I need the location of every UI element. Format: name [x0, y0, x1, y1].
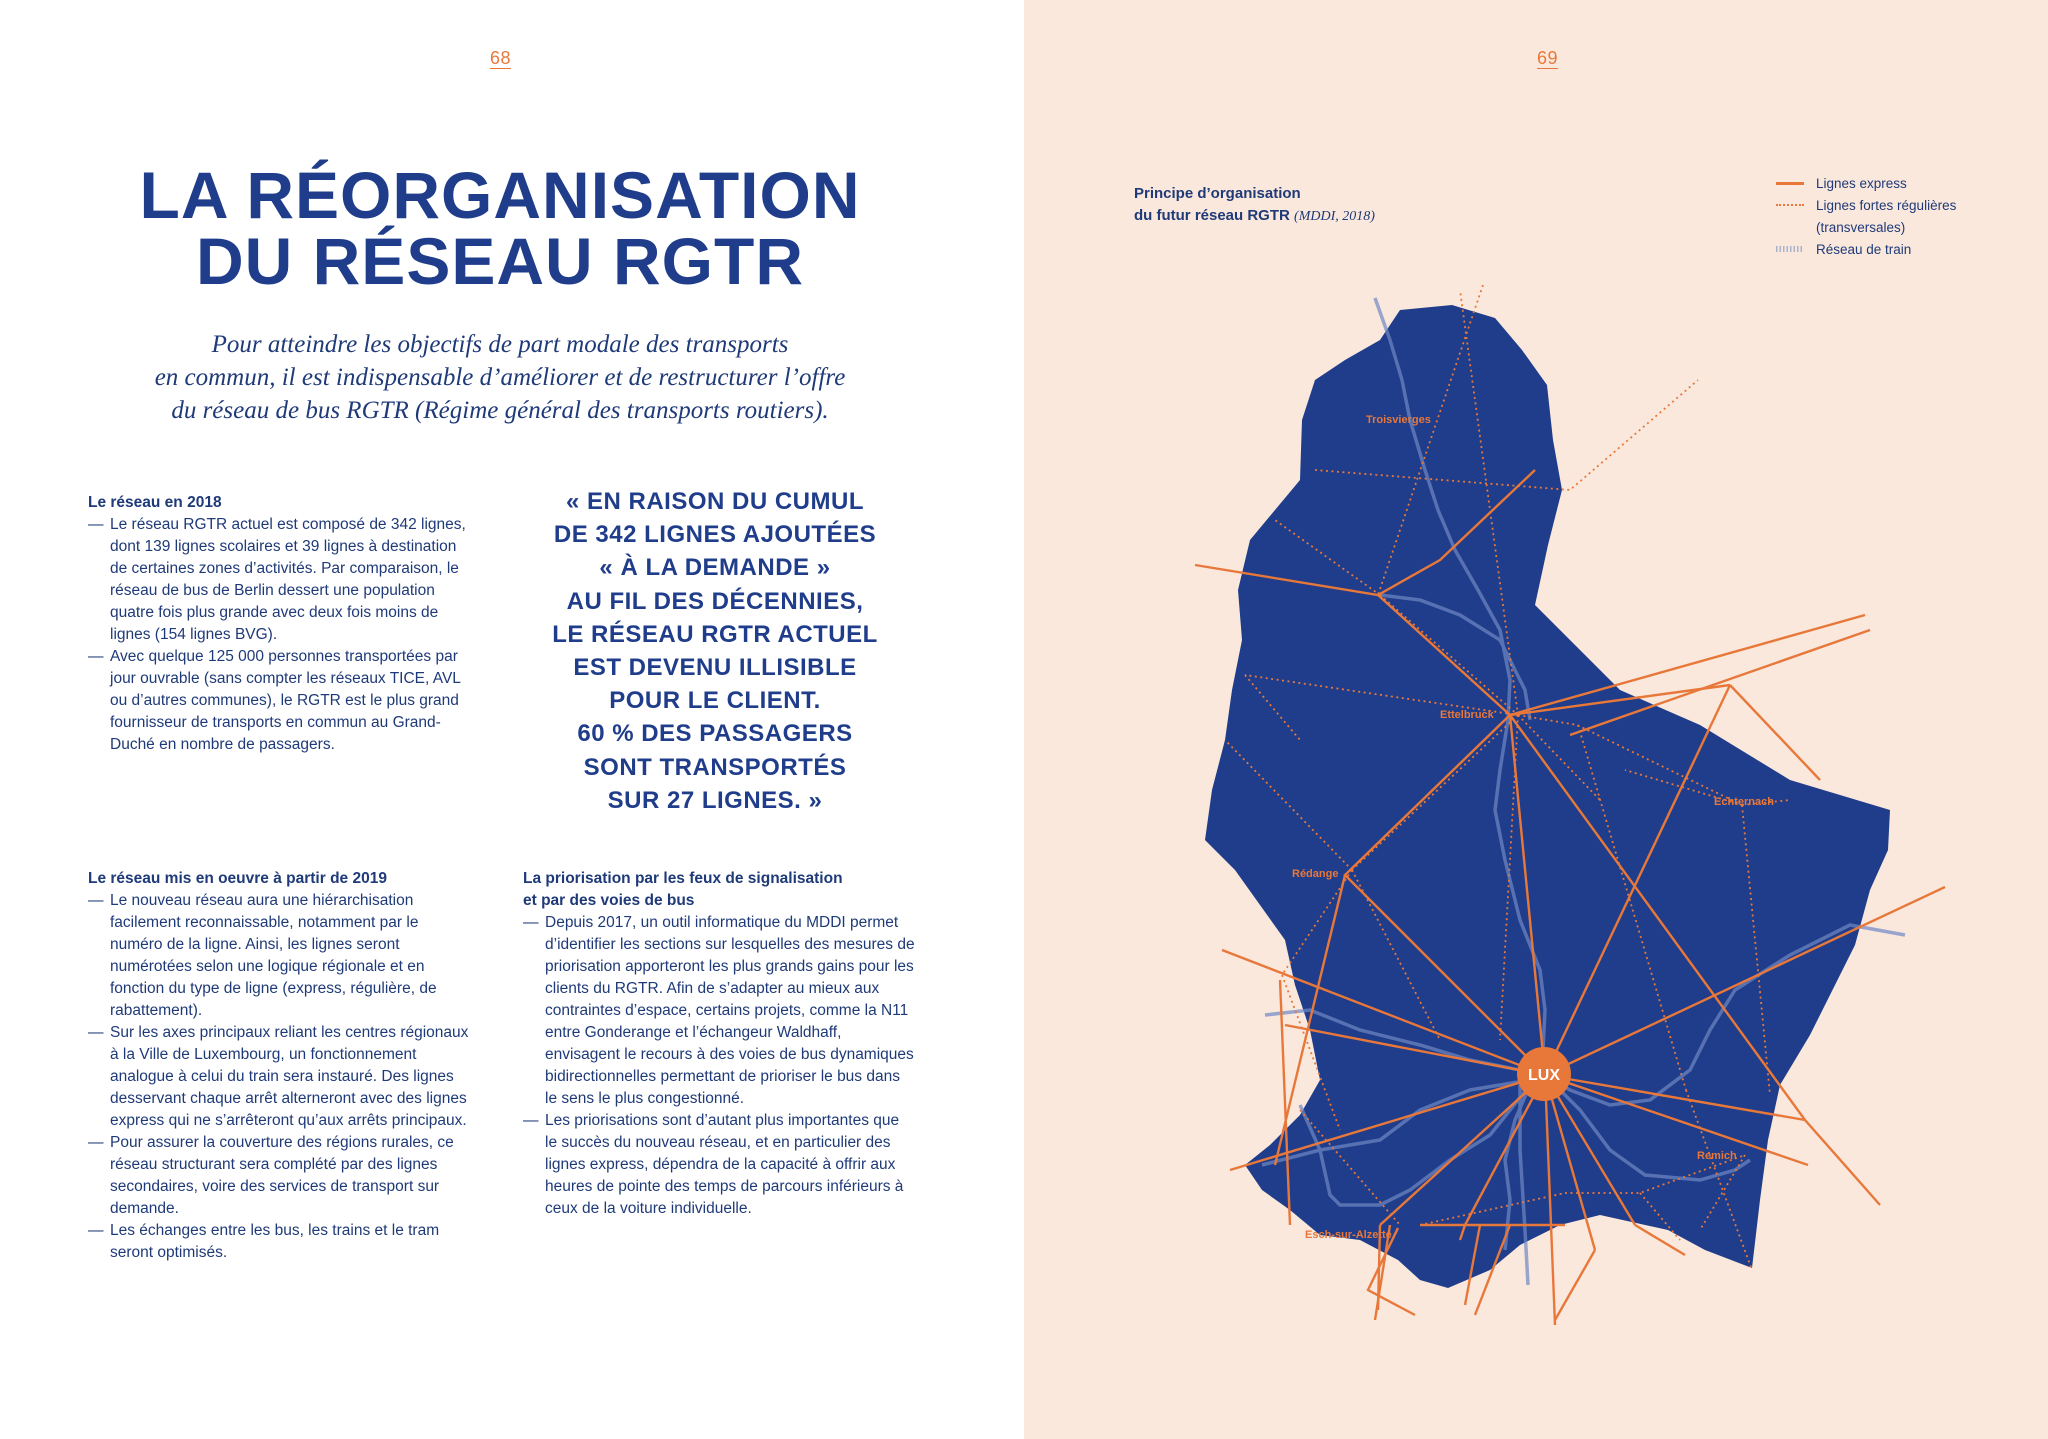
lead-paragraph — [100, 328, 900, 427]
section-priorisation — [523, 868, 915, 1220]
bullet-list — [88, 514, 474, 756]
caption-line-1: Principe d’organisation — [1134, 185, 1301, 202]
rail-swatch — [1776, 246, 1804, 252]
legend-fortes — [1776, 194, 1956, 216]
quote-line: SUR 27 LIGNES. » — [607, 786, 823, 814]
legend-express — [1776, 172, 1956, 194]
city-remich: Remich — [1697, 1150, 1737, 1162]
list-item: — Depuis 2017, un outil informatique du MDDI permet d’identifier les sections sur lesquelles des mesures de priorisation apporteront les plus grands gains pour les clients du RGTR. Afin de s’adapter au mieux aux contraintes d’espace, certains projets, comme la N11 entre Gonderange et l’échangeur Waldhaff, envisagent le recours à des voies de bus dynamiques bidirectionnelles permettant de prioriser le bus dans le sens le plus congestionné. — [523, 912, 915, 1110]
list-item: — Les priorisations sont d’autant plus importantes que le succès du nouveau réseau, et en particulier des lignes express, dépendra de la capacité à offrir aux heures de pointe des temps de parcours inférieurs à ceux de la voiture individuelle. — [523, 1110, 915, 1220]
quote-line: DE 342 LIGNES AJOUTÉES — [553, 521, 877, 549]
quote-line: 60 % DES PASSAGERS — [577, 720, 853, 748]
quote-line: EST DEVENU ILLISIBLE — [573, 654, 857, 682]
lead-line-3: du réseau de bus RGTR (Régime général des transports routiers). — [171, 397, 829, 424]
heading-line-2: et par des voies de bus — [523, 892, 695, 909]
quote-line: « À LA DEMANDE » — [599, 554, 831, 582]
list-item: — Avec quelque 125 000 personnes transportées par jour ouvrable (sans compter les réseaux TICE, AVL ou d’autres communes), le RGTR est le plus grand fournisseur de transports en commun au Grand-Duché en nombre de passagers. — [88, 646, 474, 756]
list-item: — Les échanges entre les bus, les trains et le tram seront optimisés. — [88, 1220, 474, 1264]
quote-line: LE RÉSEAU RGTR ACTUEL — [552, 620, 878, 648]
section-heading: Le réseau mis en oeuvre à partir de 2019 — [88, 870, 387, 887]
quote-line: SONT TRANSPORTÉS — [583, 753, 847, 781]
network-map — [1160, 270, 1960, 1350]
pull-quote — [540, 485, 890, 817]
section-heading — [523, 868, 915, 912]
page-title — [100, 158, 900, 298]
map-legend — [1776, 172, 1956, 260]
lead-line-1: Pour atteindre les objectifs de part modale des transports — [211, 331, 789, 358]
title-line-2: DU RÉSEAU RGTR — [195, 224, 805, 298]
quote-line: AU FIL DES DÉCENNIES, — [566, 587, 864, 615]
quote-line: POUR LE CLIENT. — [609, 687, 821, 715]
city-redange: Rédange — [1292, 868, 1339, 880]
section-reseau-2018 — [88, 492, 474, 756]
list-item: — Le nouveau réseau aura une hiérarchisation facilement reconnaissable, notamment par le numéro de la ligne. Ainsi, les lignes seront numérotées selon une logique régionale et en fonction du type de ligne (express, régulière, de rabattement). — [88, 890, 474, 1022]
list-item: — Pour assurer la couverture des régions rurales, ce réseau structurant sera complété par des lignes secondaires, voire des services de transport sur demande. — [88, 1132, 474, 1220]
legend-label: Lignes express — [1816, 175, 1907, 191]
quote-line: « EN RAISON DU CUMUL — [565, 488, 864, 515]
legend-train — [1776, 238, 1956, 260]
caption-source: (MDDI, 2018) — [1294, 209, 1375, 224]
map-caption — [1134, 183, 1375, 228]
city-troisvierges: Troisvierges — [1366, 414, 1431, 426]
legend-fortes-sub — [1776, 216, 1956, 238]
city-echternach: Echternach — [1714, 796, 1774, 808]
bullet-list — [523, 912, 915, 1220]
city-ettelbruck: Ettelbruck — [1440, 709, 1494, 721]
section-heading: Le réseau en 2018 — [88, 494, 222, 511]
dotted-line-swatch — [1776, 204, 1804, 206]
list-item: — Le réseau RGTR actuel est composé de 342 lignes, dont 139 lignes scolaires et 39 lignes à destination de certaines zones d’activités. Par comparaison, le réseau de bus de Berlin dessert une population quatre fois plus grande avec deux fois moins de lignes (154 lignes BVG). — [88, 514, 474, 646]
city-esch: Esch-sur-Alzette — [1305, 1229, 1392, 1241]
bullet-list — [88, 890, 474, 1264]
express-line-swatch — [1776, 182, 1804, 185]
page-number-left: 68 — [490, 48, 512, 68]
page-number-right: 69 — [1537, 48, 1559, 68]
caption-line-2: du futur réseau RGTR — [1134, 207, 1290, 224]
legend-label: Lignes fortes régulières — [1816, 197, 1957, 213]
legend-label: Réseau de train — [1816, 241, 1912, 257]
legend-label: (transversales) — [1816, 219, 1906, 235]
title-line-1: LA RÉORGANISATION — [139, 158, 861, 232]
lux-hub-label: LUX — [1528, 1067, 1560, 1084]
lead-line-2: en commun, il est indispensable d’améliorer et de restructurer l’offre — [154, 364, 846, 391]
list-item: — Sur les axes principaux reliant les centres régionaux à la Ville de Luxembourg, un fonctionnement analogue à celui du train sera instauré. Des lignes desservant chaque arrêt alterneront avec des lignes express qui ne s’arrêteront qu’aux arrêts principaux. — [88, 1022, 474, 1132]
heading-line-1: La priorisation par les feux de signalisation — [523, 870, 843, 887]
section-reseau-2019 — [88, 868, 474, 1264]
